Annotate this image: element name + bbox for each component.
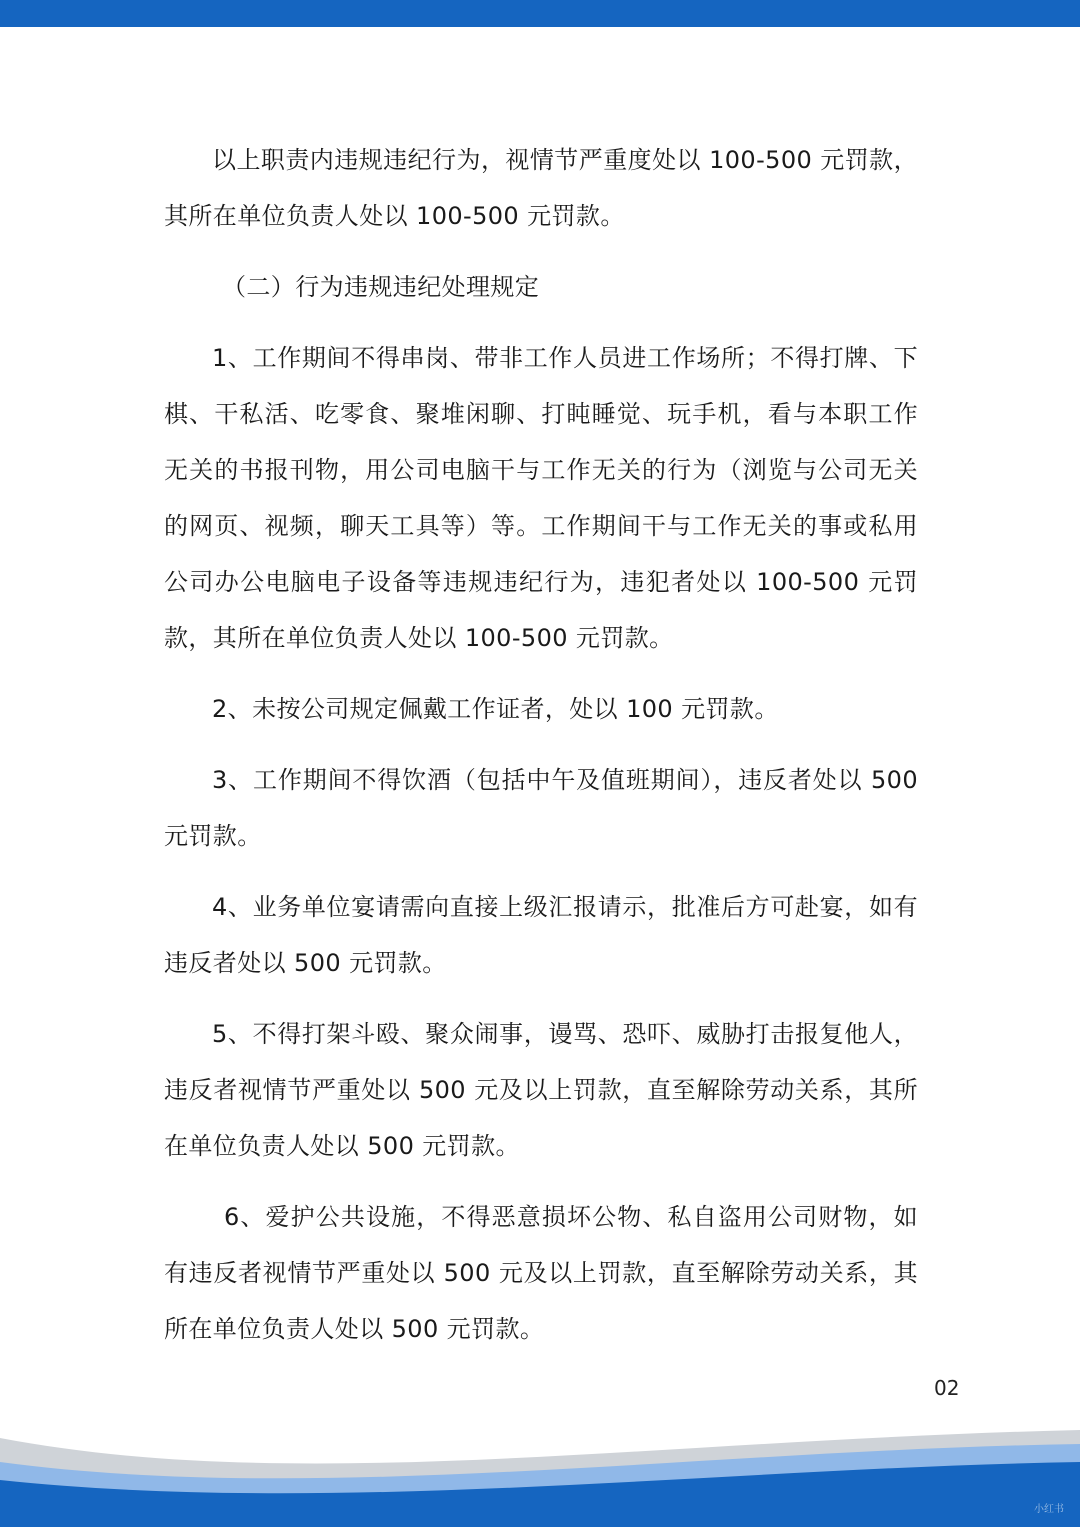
page-number: 02 — [934, 1376, 960, 1400]
top-blue-bar — [0, 0, 1080, 27]
section-heading: （二）行为违规违纪处理规定 — [222, 273, 540, 301]
rule-item-2: 2、未按公司规定佩戴工作证者，处以 100 元罚款。 — [212, 695, 779, 723]
document-body — [164, 132, 918, 1372]
watermark-logo: 小红书 — [1034, 1504, 1064, 1515]
rule-item-6: 6、爱护公共设施，不得恶意损坏公物、私自盗用公司财物，如有违反者视情节严重处以 500 元及以上罚款，直至解除劳动关系，其所在单位负责人处以 500 元罚款。 — [164, 1203, 918, 1343]
rule-item-1: 1、工作期间不得串岗、带非工作人员进工作场所；不得打牌、下棋、干私活、吃零食、聚堆闲聊、打盹睡觉、玩手机，看与本职工作无关的书报刊物，用公司电脑干与工作无关的行为（浏览与公司无关的网页、视频，聊天工具等）等。工作期间干与工作无关的事或私用公司办公电脑电子设备等违规违纪行为，违犯者处以 100-500 元罚款，其所在单位负责人处以 100-500 元罚款。 — [164, 344, 918, 652]
rule-item-3: 3、工作期间不得饮酒（包括中午及值班期间），违反者处以 500 元罚款。 — [164, 766, 918, 850]
bottom-wave-decoration — [0, 1420, 1080, 1527]
rule-item-5: 5、不得打架斗殴、聚众闹事，谩骂、恐吓、威胁打击报复他人，违反者视情节严重处以 500 元及以上罚款，直至解除劳动关系，其所在单位负责人处以 500 元罚款。 — [164, 1020, 918, 1160]
rule-item-4: 4、业务单位宴请需向直接上级汇报请示，批准后方可赴宴，如有违反者处以 500 元罚款。 — [164, 893, 918, 977]
paragraph-penalty-summary: 以上职责内违规违纪行为，视情节严重度处以 100-500 元罚款，其所在单位负责人处以 100-500 元罚款。 — [164, 146, 918, 230]
